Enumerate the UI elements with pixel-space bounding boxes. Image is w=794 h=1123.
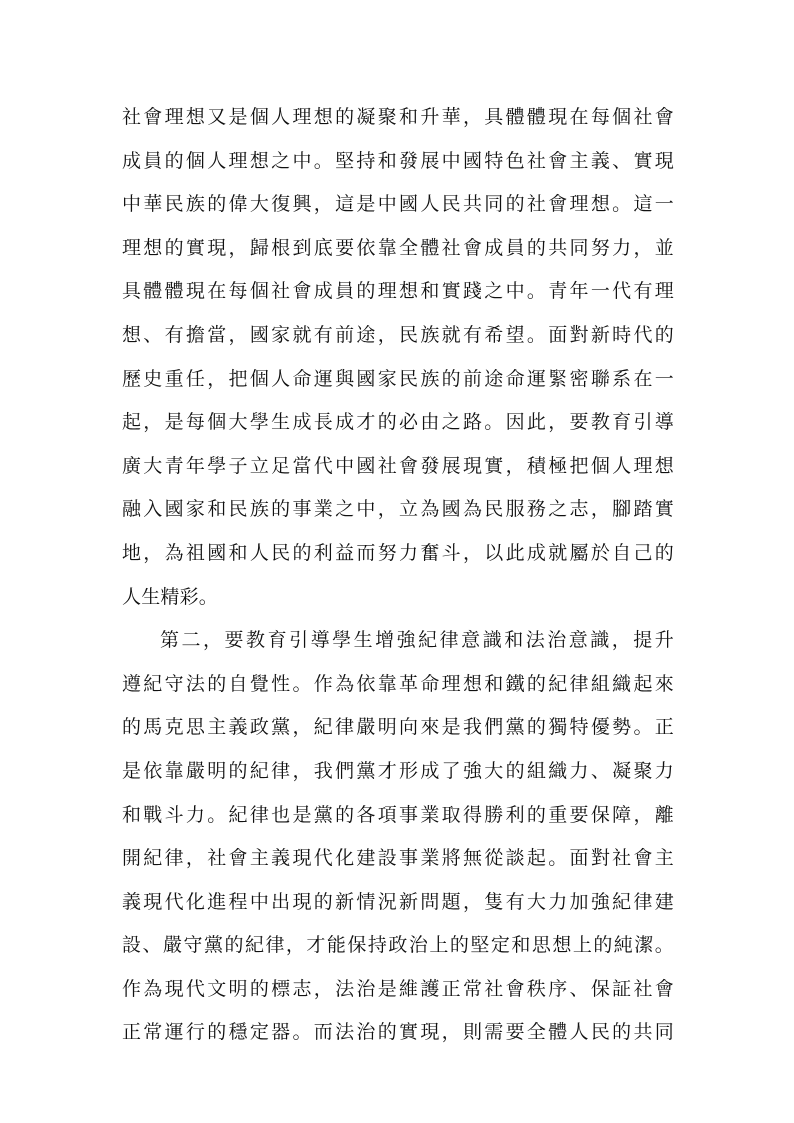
text-line: 和戰斗力。紀律也是黨的各項事業取得勝利的重要保障，離: [122, 803, 674, 826]
text-line: 具體體現在每個社會成員的理想和實踐之中。青年一代有理: [122, 280, 674, 303]
text-line: 社會理想又是個人理想的凝聚和升華，具體體現在每個社會: [122, 106, 674, 128]
text-line: 成員的個人理想之中。堅持和發展中國特色社會主義、實現: [122, 149, 674, 172]
text-line: 起，是每個大學生成長成才的必由之路。因此，要教育引導: [122, 411, 674, 434]
text-line: 正常運行的穩定器。而法治的實現，則需要全體人民的共同: [122, 1021, 674, 1044]
text-line: 遵紀守法的自覺性。作為依靠革命理想和鐵的紀律組織起來: [122, 672, 674, 695]
text-line: 歷史重任，把個人命運與國家民族的前途命運緊密聯系在一: [122, 367, 674, 390]
text-line: 地，為祖國和人民的利益而努力奮斗，以此成就屬於自己的: [122, 541, 674, 564]
text-line: 義現代化進程中出現的新情況新問題，隻有大力加強紀律建: [122, 890, 674, 913]
text-line: 融入國家和民族的事業之中，立為國為民服務之志，腳踏實: [122, 498, 674, 521]
text-line: 人生精彩。: [122, 585, 219, 608]
text-line: 的馬克思主義政黨，紀律嚴明向來是我們黨的獨特優勢。正: [122, 716, 674, 739]
text-line: 設、嚴守黨的紀律，才能保持政治上的堅定和思想上的純潔。: [122, 934, 674, 957]
text-line: 第二，要教育引導學生增強紀律意識和法治意識，提升: [160, 629, 674, 652]
text-line: 理想的實現，歸根到底要依靠全體社會成員的共同努力，並: [122, 236, 674, 259]
body-text: [122, 96, 674, 1055]
text-line: 開紀律，社會主義現代化建設事業將無從談起。面對社會主: [122, 847, 674, 870]
text-line: 想、有擔當，國家就有前途，民族就有希望。面對新時代的: [122, 323, 674, 346]
text-line: 中華民族的偉大復興，這是中國人民共同的社會理想。這一: [122, 193, 674, 216]
text-line: 廣大青年學子立足當代中國社會發展現實，積極把個人理想: [122, 454, 674, 477]
text-line: 是依靠嚴明的紀律，我們黨才形成了強大的組織力、凝聚力: [122, 759, 674, 782]
text-line: 作為現代文明的標志，法治是維護正常社會秩序、保証社會: [122, 977, 674, 1000]
